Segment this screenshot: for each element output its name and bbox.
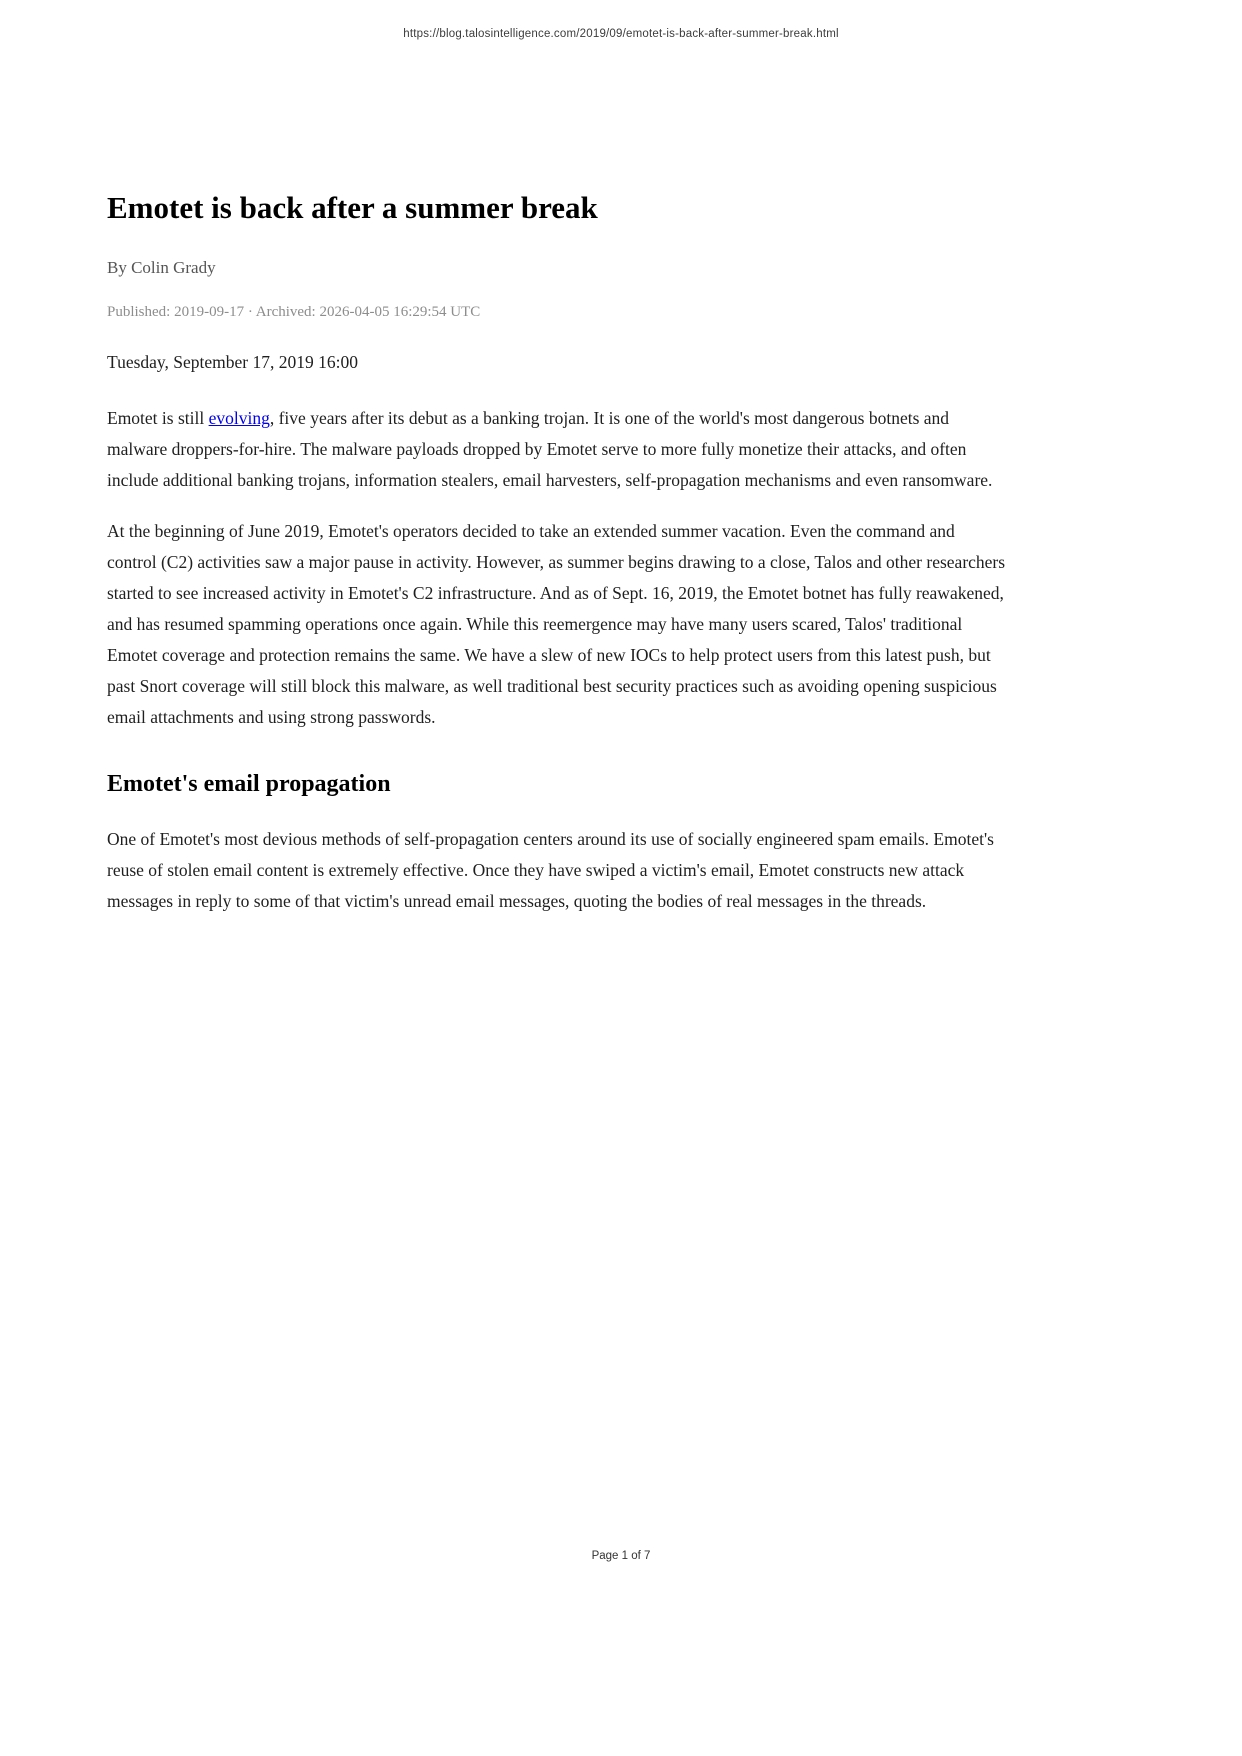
paragraph-email-propagation: One of Emotet's most devious methods of self-propagation centers around its use of socially engineered spam emails. Emotet's reuse of stolen email content is extremely effective. Once they have swiped a victim's email, Emotet constructs new attack messages in reply to some of that victim's unread email messages, quoting the bodies of real messages in the threads. (107, 829, 994, 911)
article-body (107, 190, 1008, 937)
paragraph-intro-text-before-link: Emotet is still (107, 408, 209, 428)
article-dateline: Tuesday, September 17, 2019 16:00 (107, 352, 358, 372)
paragraph-summer-vacation: At the beginning of June 2019, Emotet's operators decided to take an extended summer vacation. Even the command and control (C2) activities saw a major pause in activity. However, as summer begins drawing to a close, Talos and other researchers started to see increased activity in Emotet's C2 infrastructure. And as of Sept. 16, 2019, the Emotet botnet has fully reawakened, and has resumed spamming operations once again. While this reemergence may have many users scared, Talos' traditional Emotet coverage and protection remains the same. We have a slew of new IOCs to help protect users from this latest push, but past Snort coverage will still block this malware, as well traditional best security practices such as avoiding opening suspicious email attachments and using strong passwords. (107, 521, 1006, 727)
article-meta-published-archived: Published: 2019-09-17 · Archived: 2026-04-05 16:29:54 UTC (107, 304, 481, 320)
print-header-url: https://blog.talosintelligence.com/2019/09/emotet-is-back-after-summer-break.html (403, 28, 839, 40)
page-title: Emotet is back after a summer break (107, 190, 598, 225)
section-heading-email-propagation: Emotet's email propagation (107, 771, 391, 797)
paragraph-intro (107, 403, 1008, 496)
paragraph-intro-text-after-link: , five years after its debut as a banking trojan. It is one of the world's most dangerous botnets and malware droppers-for-hire. The malware payloads dropped by Emotet serve to more fully monetize their attacks, and often include additional banking trojans, information stealers, email harvesters, self-propagation mechanisms and even ransomware. (107, 408, 993, 490)
page-number-footer: Page 1 of 7 (591, 1550, 651, 1562)
article-byline: By Colin Grady (107, 258, 216, 277)
evolving-link[interactable]: evolving (208, 408, 270, 428)
